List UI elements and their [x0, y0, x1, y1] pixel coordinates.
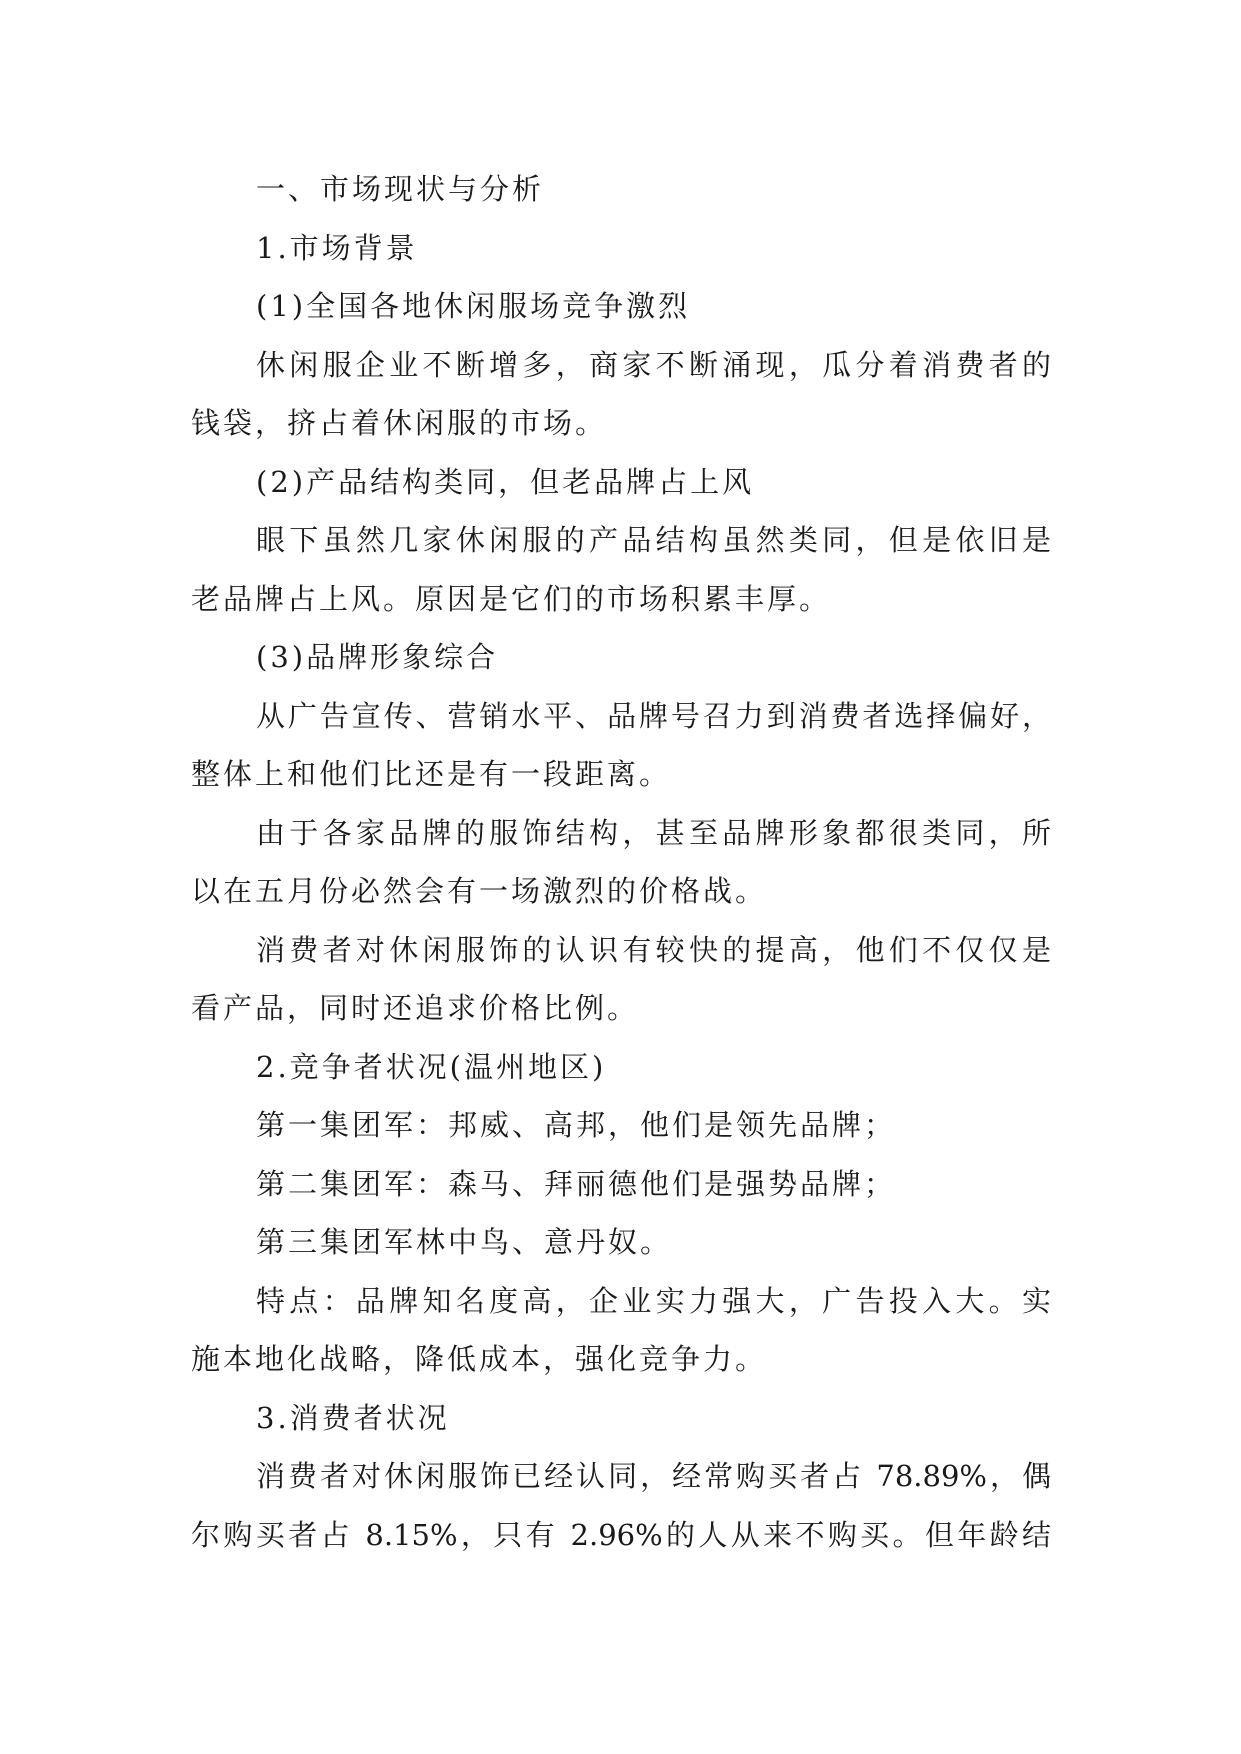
point-heading: (1)全国各地休闲服场竞争激烈: [256, 289, 691, 323]
paragraph-line: 施本地化战略，降低成本，强化竞争力。: [191, 1342, 768, 1376]
paragraph-line: 从广告宣传、营销水平、品牌号召力到消费者选择偏好，: [256, 698, 1051, 733]
paragraph-line: 由于各家品牌的服饰结构，甚至品牌形象都很类同，所: [256, 815, 1051, 850]
paragraph-line: 第三集团军林中鸟、意丹奴。: [256, 1225, 673, 1259]
paragraph-line: 消费者对休闲服饰已经认同，经常购买者占 78.89%，偶: [256, 1459, 1051, 1493]
point-heading: (3)品牌形象综合: [256, 640, 499, 674]
section-heading: 一、市场现状与分析: [256, 172, 545, 206]
paragraph-line: 以在五月份必然会有一场激烈的价格战。: [191, 874, 768, 908]
paragraph-line: 眼下虽然几家休闲服的产品结构虽然类同，但是依旧是: [256, 523, 1051, 557]
subsection-heading: 3.消费者状况: [256, 1400, 450, 1435]
subsection-heading: 1.市场背景: [256, 230, 418, 265]
paragraph-line: 整体上和他们比还是有一段距离。: [191, 757, 672, 791]
point-heading: (2)产品结构类同，但老品牌占上风: [256, 464, 755, 499]
paragraph-line: 特点：品牌知名度高，企业实力强大，广告投入大。实: [256, 1283, 1051, 1318]
subsection-heading: 2.竞争者状况(温州地区): [256, 1049, 607, 1084]
paragraph-line: 第一集团军：邦威、高邦，他们是领先品牌；: [256, 1108, 897, 1142]
paragraph-line: 看产品，同时还追求价格比例。: [191, 991, 640, 1025]
paragraph-line: 第二集团军：森马、拜丽德他们是强势品牌；: [256, 1166, 897, 1201]
paragraph-line: 消费者对休闲服饰的认识有较快的提高，他们不仅仅是: [256, 932, 1051, 967]
document-body: [191, 160, 1051, 1564]
paragraph-line: 钱袋，挤占着休闲服的市场。: [191, 406, 608, 440]
paragraph-line: 尔购买者占 8.15%，只有 2.96%的人从来不购买。但年龄结: [191, 1517, 1051, 1552]
paragraph-line: 老品牌占上风。原因是它们的市场积累丰厚。: [191, 581, 832, 616]
paragraph-line: 休闲服企业不断增多，商家不断涌现，瓜分着消费者的: [256, 347, 1051, 382]
